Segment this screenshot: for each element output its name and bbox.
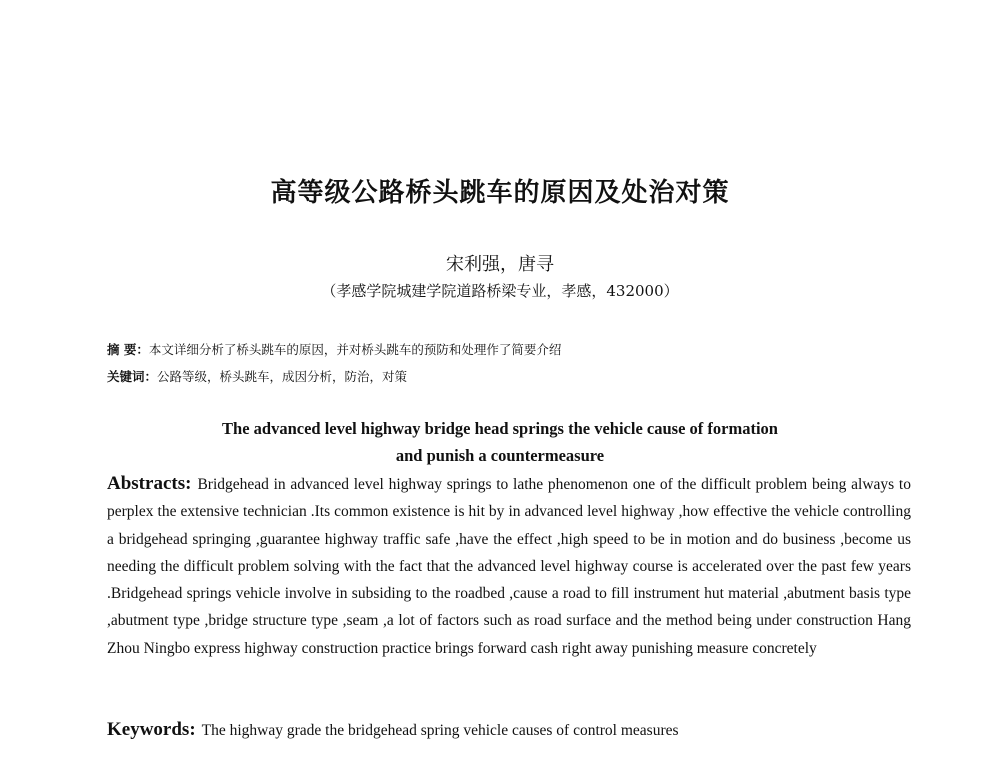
english-abstract-label: Abstracts: [107, 473, 192, 494]
chinese-keywords-text: 公路等级，桥头跳车，成因分析，防治，对策 [157, 369, 408, 384]
english-abstract-text: Bridgehead in advanced level highway springs to lathe phenomenon one of the difficult problem being always to perplex the extensive technician .Its common existence is hit by in advanced level highway ,how effective the vehicle controlling a bridgehead springing ,guarantee highway traffic safe ,have the effect ,high speed to be in motion and do business ,become us needing the difficult problem solving with the fact that the advanced level highway course is accelerated over the past few years .Bridgehead springs vehicle involve in subsiding to the roadbed ,cause a road to fill instrument hut material ,abutment basis type ,abutment type ,bridge structure type ,seam ,a lot of factors such as road surface and the method being under construction Hang Zhou Ningbo express highway construction practice brings forward cash right away punishing measure concretely [107, 476, 911, 657]
english-title-line1: The advanced level highway bridge head springs the vehicle cause of formation [222, 419, 778, 438]
chinese-abstract [107, 336, 907, 363]
chinese-abstract-block [107, 336, 907, 390]
affiliation: （孝感学院城建学院道路桥梁专业，孝感，432000） [321, 282, 679, 300]
authors: 宋利强，唐寻 [446, 254, 554, 275]
chinese-title: 高等级公路桥头跳车的原因及处治对策 [270, 178, 730, 208]
english-abstract [107, 470, 911, 662]
chinese-keywords [107, 363, 907, 390]
english-title-line2: and punish a countermeasure [395, 446, 605, 465]
chinese-abstract-label: 摘 要： [107, 342, 149, 357]
chinese-abstract-text: 本文详细分析了桥头跳车的原因，并对桥头跳车的预防和处理作了简要介绍 [148, 342, 562, 357]
chinese-keywords-label: 关键词： [107, 369, 158, 384]
english-title [0, 415, 1000, 469]
english-keywords-label: Keywords: [107, 719, 196, 740]
english-keywords-text: The highway grade the bridgehead spring vehicle causes of control measures [201, 722, 679, 739]
english-keywords [107, 716, 911, 744]
